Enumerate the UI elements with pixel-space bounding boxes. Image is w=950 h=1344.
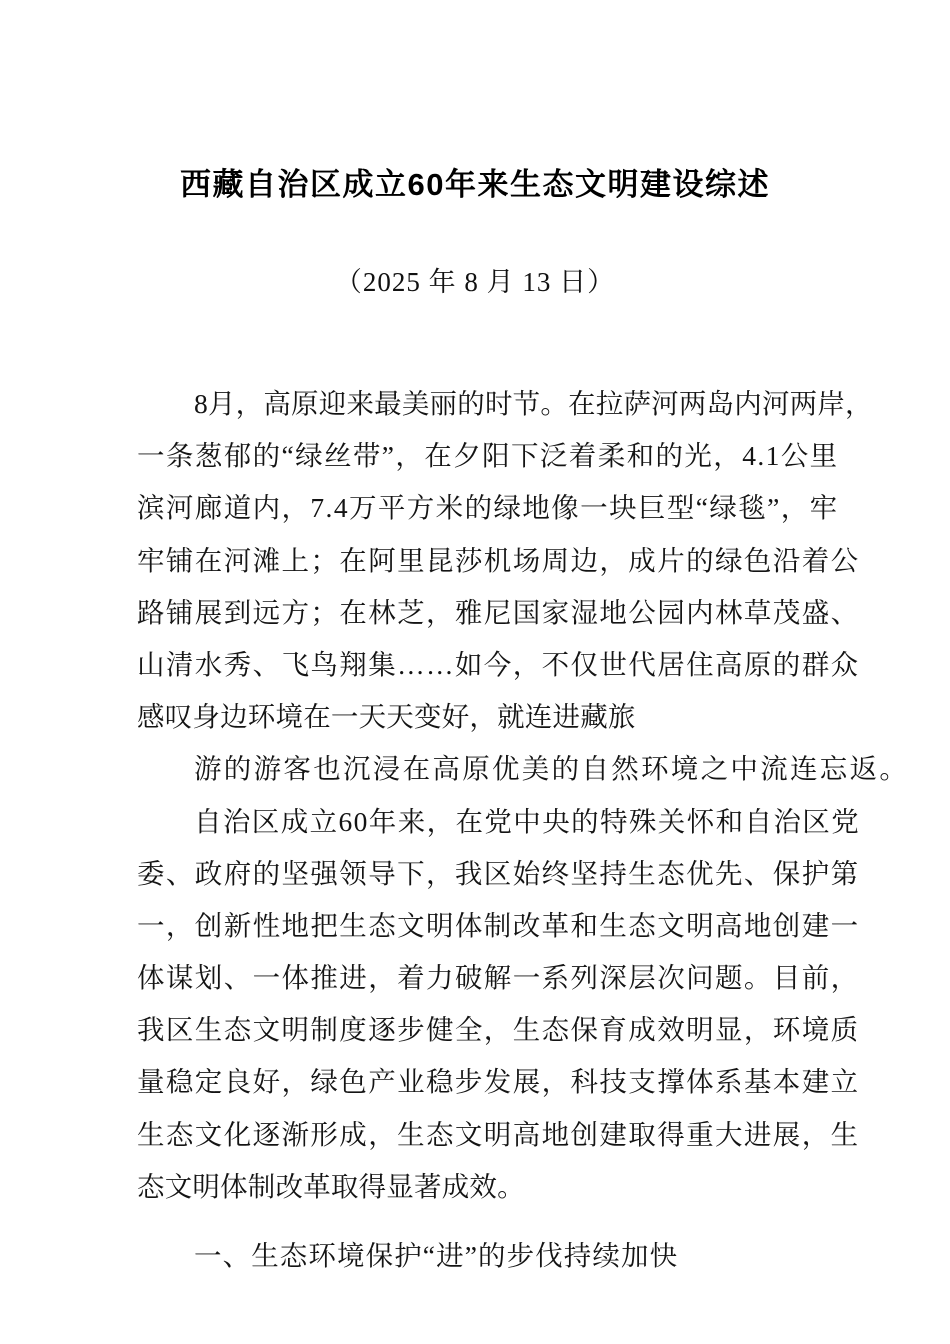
- body-line: 体谋划、一体推进，着力破解一系列深层次问题。目前，: [137, 962, 860, 994]
- body-line: 牢铺在河滩上；在阿里昆莎机场周边，成片的绿色沿着公: [137, 544, 860, 576]
- body-line: 8月，高原迎来最美丽的时节。在拉萨河两岛内河两岸，: [194, 388, 873, 419]
- body-line: 路铺展到远方；在林芝，雅尼国家湿地公园内林草茂盛、: [137, 596, 860, 628]
- body-line: 游的游客也沉浸在高原优美的自然环境之中流连忘返。: [194, 753, 910, 785]
- document-date: （2025 年 8 月 13 日）: [334, 267, 616, 297]
- body-line: 我区生态文明制度逐步健全，生态保育成效明显，环境质: [137, 1014, 860, 1046]
- body-line: 态文明体制改革取得显著成效。: [137, 1170, 525, 1202]
- document-body: [137, 378, 910, 1282]
- body-line: 感叹身边环境在一天天变好，就连进藏旅: [137, 701, 636, 733]
- body-line: 一条葱郁的“绿丝带”，在夕阳下泛着柔和的光，4.1公里: [137, 440, 839, 472]
- body-line: 自治区成立60年来，在党中央的特殊关怀和自治区党: [194, 805, 861, 837]
- body-line: 生态文化逐渐形成，生态文明高地创建取得重大进展，生: [137, 1118, 860, 1150]
- body-line: 量稳定良好，绿色产业稳步发展，科技支撑体系基本建立: [137, 1066, 860, 1098]
- paragraph-spacer: [137, 1213, 813, 1230]
- section-heading-1: 一、生态环境保护“进”的步伐持续加快: [194, 1240, 679, 1271]
- page-title: 西藏自治区成立60年来生态文明建设综述: [180, 166, 770, 202]
- body-line: 委、政府的坚强领导下，我区始终坚持生态优先、保护第: [137, 857, 860, 889]
- body-line: 一，创新性地把生态文明体制改革和生态文明高地创建一: [137, 909, 860, 941]
- body-line: 滨河廊道内，7.4万平方米的绿地像一块巨型“绿毯”，牢: [137, 492, 839, 524]
- body-line: 山清水秀、飞鸟翔集……如今，不仅世代居住高原的群众: [137, 648, 860, 680]
